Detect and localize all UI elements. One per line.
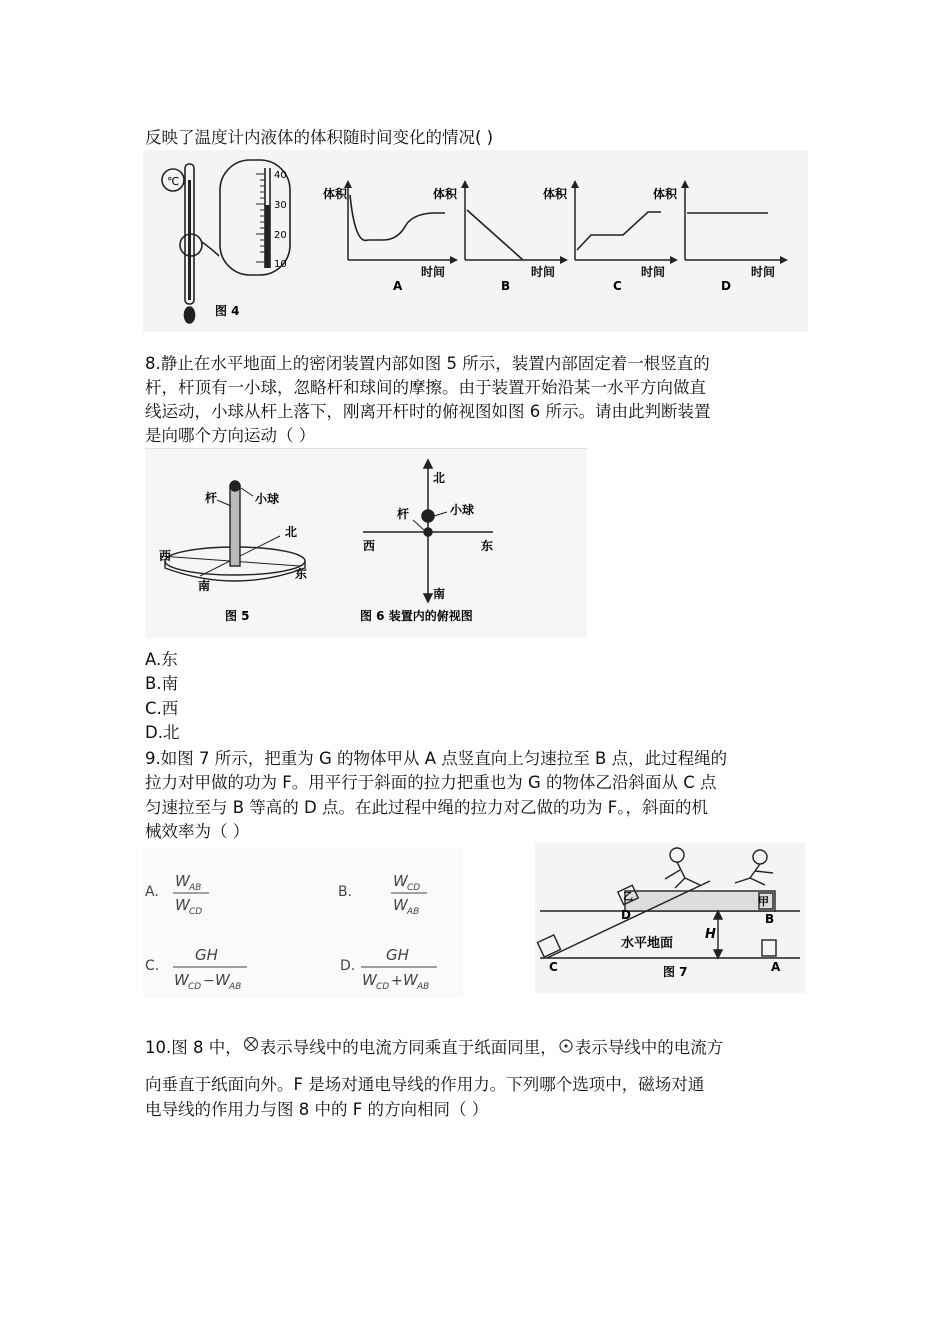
fig7-label-h: H [705,927,716,942]
fig7-ground: 水平地面 [621,936,674,951]
q9-line-3: 匀速拉至与 B 等高的 D 点。在此过程中绳的拉力对乙做的功为 F。，斜面的机 [145,798,708,817]
fig7-label-d: D [621,908,631,922]
q8-line-3: 线运动，小球从杆上落下，刚离开杆时的俯视图如图 6 所示。请由此判断装置 [145,402,711,421]
graph-d-xlabel: 时间 [751,265,776,279]
celsius-label: ℃ [167,175,180,188]
choice-b-num: W [393,872,408,890]
tick-10: 10 [274,259,287,270]
choice-d-label: D. [340,958,356,974]
fig6-rod-label: 杆 [397,507,410,521]
fig5-ball-label: 小球 [255,492,280,506]
graph-c-ylabel: 体积 [543,187,568,201]
fig7-label-yi: 乙 [623,892,633,903]
q8-option-c: C.西 [145,699,179,718]
choice-a-num-sub: AB [189,883,202,893]
fig6-east-label: 东 [481,539,494,553]
fig6-ball-label: 小球 [450,503,475,517]
fig5-east-label: 东 [295,567,308,581]
graph-b-xlabel: 时间 [531,265,556,279]
graph-d-option: D [721,279,731,293]
choice-c-den1: W [174,971,189,989]
graph-b-option: B [501,279,511,293]
q8-option-d: D.北 [145,723,180,742]
fig6-north-label: 北 [433,471,446,485]
q7-text: 反映了温度计内液体的体积随时间变化的情况( ) [145,128,494,147]
choice-d-den1: W [362,971,377,989]
figure-7 [535,843,805,993]
graph-d-ylabel: 体积 [653,187,678,201]
figures-5-6 [145,448,587,638]
current-into-page-icon [242,1036,260,1060]
q8-line-2: 杆，杆顶有一小球，忽略杆和球间的摩擦。由于装置开始沿某一水平方向做直 [145,378,706,397]
q10-line-2: 向垂直于纸面向外。F 是场对通电导线的作用力。下列哪个选项中，磁场对通 [145,1075,705,1094]
q10-line-1-a: 10.图 8 中， [145,1038,242,1057]
current-out-of-page-icon [557,1036,575,1060]
fig6-caption: 图 6 装置内的俯视图 [360,609,473,623]
choice-d-op: + [391,973,403,989]
choice-a-den-sub: CD [189,907,203,917]
graph-c-option: C [613,279,622,293]
choice-c-den2: W [215,971,230,989]
graph-a-ylabel: 体积 [323,187,348,201]
fig5-north-label: 北 [285,525,298,539]
q9-line-4: 械效率为（ ） [145,822,250,841]
q10-line-1-b: 表示导线中的电流方同乘直于纸面同里， [259,1038,557,1057]
choice-b-den: W [393,896,408,914]
choice-c-den2-sub: AB [229,982,242,992]
figure-4 [143,150,808,332]
fig6-south-label: 南 [433,587,446,601]
choice-c-op: − [203,973,215,989]
q8-line-1: 8.静止在水平地面上的密闭装置内部如图 5 所示，装置内部固定着一根竖直的 [145,354,710,373]
choice-a-label: A. [145,884,159,900]
q10-line-1-c: 表示导线中的电流方 [574,1038,724,1057]
fig5-west-label: 西 [159,549,172,563]
q9-line-1: 9.如图 7 所示，把重为 G 的物体甲从 A 点竖直向上匀速拉至 B 点，此过程绳的 [145,749,728,768]
tick-30: 30 [274,200,287,211]
fig6-west-label: 西 [363,539,376,553]
choice-a-den: W [175,896,190,914]
fig7-label-a: A [771,960,781,974]
choice-b-label: B. [338,884,353,900]
choice-c-num: GH [195,946,218,964]
graph-c-xlabel: 时间 [641,265,666,279]
q9-line-2: 拉力对甲做的功为 F。用平行于斜面的拉力把重也为 G 的物体乙沿斜面从 C 点 [145,773,717,792]
choice-c-label: C. [145,958,160,974]
q10-line-3: 电导线的作用力与图 8 中的 F 的方向相同（ ） [145,1100,489,1119]
fig7-label-c: C [549,960,558,974]
q8-option-a: A.东 [145,650,178,669]
fig5-caption: 图 5 [225,609,250,623]
fig7-label-jia: 甲 [758,895,769,908]
choice-b-num-sub: CD [407,883,421,893]
q9-choices [143,848,463,998]
tick-20: 20 [274,230,287,241]
fig5-rod-label: 杆 [205,491,218,505]
graph-a-xlabel: 时间 [421,265,446,279]
fig7-label-b: B [765,912,775,926]
choice-a-num: W [175,872,190,890]
tick-40: 40 [274,170,287,181]
q10-line-1 [145,1036,723,1060]
graph-a-option: A [393,279,403,293]
fig5-south-label: 南 [198,579,211,593]
choice-d-num: GH [386,946,409,964]
choice-c-den1-sub: CD [188,982,202,992]
choice-d-den2-sub: AB [417,982,430,992]
choice-b-den-sub: AB [407,907,420,917]
choice-d-den2: W [403,971,418,989]
choice-d-den1-sub: CD [376,982,390,992]
fig7-caption: 图 7 [663,965,688,979]
fig4-caption: 图 4 [215,304,240,318]
q8-option-b: B.南 [145,674,179,693]
graph-b-ylabel: 体积 [433,187,458,201]
q8-line-4: 是向哪个方向运动（ ） [145,426,316,445]
